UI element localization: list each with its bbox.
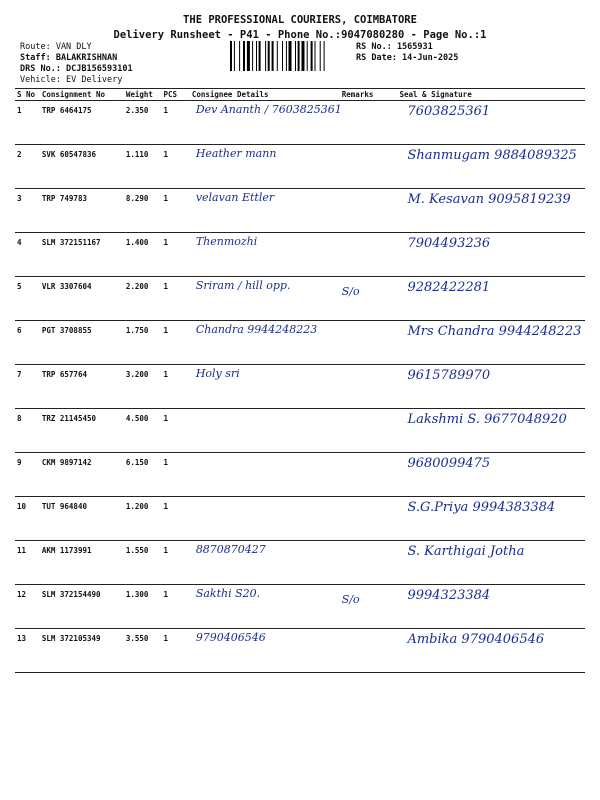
row-consignee-details <box>190 189 340 233</box>
barcode-bar <box>277 41 278 71</box>
handwritten-text: S/o <box>341 285 360 298</box>
handwritten-text: 9994323384 <box>407 588 491 603</box>
barcode-bar <box>259 41 261 71</box>
row-remarks <box>340 233 398 277</box>
row-consignment-no: SLM 372105349 <box>40 629 124 673</box>
row-consignment-no: SVK 60547836 <box>40 145 124 189</box>
row-seal-signature <box>397 145 585 189</box>
handwritten-text: 9680099475 <box>407 456 491 471</box>
row-consignment-no: SLM 372154490 <box>40 585 124 629</box>
handwritten-text: 7603825361 <box>407 104 491 119</box>
handwritten-text: 9615789970 <box>407 368 491 383</box>
barcode-bar <box>289 41 292 71</box>
row-seal-signature <box>397 629 585 673</box>
table-row <box>15 321 585 365</box>
row-seal-signature <box>397 409 585 453</box>
row-sno: 13 <box>15 629 40 673</box>
barcode-bar <box>298 41 300 71</box>
barcode-bar <box>307 41 308 71</box>
staff-text: Staff: BALAKRISHNAN <box>20 53 118 63</box>
row-weight: 2.200 <box>124 277 162 321</box>
row-weight: 1.750 <box>124 321 162 365</box>
row-consignee-details <box>190 277 340 321</box>
barcode-bar <box>302 41 305 71</box>
row-consignee-details <box>190 453 340 497</box>
row-consignee-details <box>190 145 340 189</box>
barcode-bar <box>256 41 257 71</box>
row-remarks <box>340 453 398 497</box>
table-row <box>15 409 585 453</box>
row-consignment-no: PGT 3708855 <box>40 321 124 365</box>
barcode-bar <box>286 41 287 71</box>
row-consignment-no: TRP 657764 <box>40 365 124 409</box>
row-remarks <box>340 101 398 145</box>
barcode-bar <box>243 41 245 71</box>
company-title: THE PROFESSIONAL COURIERS, COIMBATORE <box>183 14 417 26</box>
row-consignment-no: TRP 6464175 <box>40 101 124 145</box>
vehicle-text: Vehicle: EV Delivery <box>20 75 123 85</box>
handwritten-text: velavan Ettler <box>195 191 275 204</box>
row-remarks <box>340 629 398 673</box>
row-consignment-no: SLM 372151167 <box>40 233 124 277</box>
row-seal-signature <box>397 541 585 585</box>
handwritten-text: Sakthi S20. <box>195 587 261 600</box>
table-row <box>15 189 585 233</box>
row-sno: 11 <box>15 541 40 585</box>
row-remarks <box>340 321 398 365</box>
row-seal-signature <box>397 365 585 409</box>
rs-date: RS Date: 14-Jun-2025 <box>356 53 459 63</box>
row-pcs: 1 <box>161 321 189 365</box>
table-row <box>15 365 585 409</box>
handwritten-text: Holy sri <box>195 367 240 380</box>
handwritten-text: Lakshmi S. 9677048920 <box>407 412 567 427</box>
barcode-bar <box>311 41 313 71</box>
col-header-consignee: Consignee Details <box>190 89 340 101</box>
row-consignee-details <box>190 409 340 453</box>
row-pcs: 1 <box>161 453 189 497</box>
handwritten-text: Chandra 9944248223 <box>195 323 318 336</box>
barcode-bar <box>234 41 235 71</box>
handwritten-text: 7904493236 <box>407 236 491 251</box>
handwritten-text: 8870870427 <box>195 543 266 556</box>
row-sno: 4 <box>15 233 40 277</box>
col-header-pcs: PCS <box>161 89 189 101</box>
row-consignee-details <box>190 321 340 365</box>
row-weight: 4.500 <box>124 409 162 453</box>
row-consignment-no: TUT 964840 <box>40 497 124 541</box>
barcode-bar <box>282 41 283 71</box>
handwritten-text: Sriram / hill opp. <box>195 279 291 292</box>
row-sno: 8 <box>15 409 40 453</box>
table-row <box>15 541 585 585</box>
row-consignment-no: TRZ 21145450 <box>40 409 124 453</box>
route-text: Route: VAN DLY <box>20 42 92 52</box>
col-header-consignment: Consignment No <box>40 89 124 101</box>
row-sno: 5 <box>15 277 40 321</box>
handwritten-text: Dev Ananth / 7603825361 <box>195 103 342 116</box>
rs-number: RS No.: 1565931 <box>356 42 433 52</box>
row-pcs: 1 <box>161 277 189 321</box>
handwritten-text: 9790406546 <box>195 631 266 644</box>
col-header-weight: Weight <box>124 89 162 101</box>
handwritten-text: 9282422281 <box>407 280 491 295</box>
row-sno: 1 <box>15 101 40 145</box>
row-consignee-details <box>190 365 340 409</box>
handwritten-text: S. Karthigai Jotha <box>407 544 525 559</box>
row-pcs: 1 <box>161 629 189 673</box>
row-consignee-details <box>190 585 340 629</box>
handwritten-text: Mrs Chandra 9944248223 <box>407 324 582 339</box>
row-pcs: 1 <box>161 365 189 409</box>
row-seal-signature <box>397 233 585 277</box>
row-seal-signature <box>397 189 585 233</box>
row-sno: 3 <box>15 189 40 233</box>
barcode-bar <box>268 41 270 71</box>
row-pcs: 1 <box>161 101 189 145</box>
table-row <box>15 497 585 541</box>
table-row <box>15 101 585 145</box>
barcode-bar <box>272 41 274 71</box>
table-row <box>15 145 585 189</box>
row-weight: 1.110 <box>124 145 162 189</box>
table-row <box>15 585 585 629</box>
handwritten-text: Heather mann <box>195 147 277 160</box>
table-row <box>15 629 585 673</box>
row-consignee-details <box>190 101 340 145</box>
row-pcs: 1 <box>161 189 189 233</box>
row-consignee-details <box>190 541 340 585</box>
table-header-row <box>15 89 585 101</box>
row-remarks <box>340 497 398 541</box>
row-sno: 9 <box>15 453 40 497</box>
row-pcs: 1 <box>161 233 189 277</box>
barcode-bar <box>315 41 316 71</box>
row-weight: 1.300 <box>124 585 162 629</box>
row-weight: 2.350 <box>124 101 162 145</box>
row-pcs: 1 <box>161 497 189 541</box>
row-sno: 12 <box>15 585 40 629</box>
row-seal-signature <box>397 321 585 365</box>
row-seal-signature <box>397 497 585 541</box>
col-header-remarks: Remarks <box>340 89 398 101</box>
barcode-bar <box>239 41 240 71</box>
handwritten-text: S.G.Priya 9994383384 <box>407 500 556 515</box>
row-sno: 7 <box>15 365 40 409</box>
handwritten-text: Thenmozhi <box>195 235 258 248</box>
row-seal-signature <box>397 101 585 145</box>
row-consignment-no: CKM 9897142 <box>40 453 124 497</box>
row-remarks <box>340 145 398 189</box>
row-pcs: 1 <box>161 541 189 585</box>
row-pcs: 1 <box>161 145 189 189</box>
row-consignment-no: VLR 3307604 <box>40 277 124 321</box>
row-consignee-details <box>190 233 340 277</box>
barcode-bar <box>252 41 253 71</box>
row-pcs: 1 <box>161 585 189 629</box>
handwritten-text: Ambika 9790406546 <box>407 632 545 647</box>
row-sno: 6 <box>15 321 40 365</box>
row-consignee-details <box>190 629 340 673</box>
row-weight: 1.400 <box>124 233 162 277</box>
barcode-image <box>229 41 349 71</box>
handwritten-text: Shanmugam 9884089325 <box>407 148 577 163</box>
row-sno: 10 <box>15 497 40 541</box>
col-header-sno: S No <box>15 89 40 101</box>
row-weight: 1.550 <box>124 541 162 585</box>
handwritten-text: S/o <box>341 593 360 606</box>
row-weight: 8.290 <box>124 189 162 233</box>
row-weight: 6.150 <box>124 453 162 497</box>
runsheet-meta-right <box>356 42 458 64</box>
row-consignee-details <box>190 497 340 541</box>
runsheet-meta-left <box>20 42 133 86</box>
col-header-seal: Seal & Signature <box>397 89 585 101</box>
row-seal-signature <box>397 277 585 321</box>
row-sno: 2 <box>15 145 40 189</box>
table-row <box>15 233 585 277</box>
row-remarks <box>340 541 398 585</box>
barcode-bar <box>320 41 321 71</box>
barcode-bar <box>247 41 250 71</box>
drs-number: DRS No.: DCJB156593101 <box>20 64 133 74</box>
row-consignment-no: AKM 1173991 <box>40 541 124 585</box>
runsheet-subtitle: Delivery Runsheet - P41 - Phone No.:9047080280 - Page No.:1 <box>113 29 487 41</box>
row-weight: 3.200 <box>124 365 162 409</box>
row-remarks <box>340 585 398 629</box>
row-weight: 1.200 <box>124 497 162 541</box>
row-seal-signature <box>397 453 585 497</box>
row-remarks <box>340 365 398 409</box>
table-row <box>15 277 585 321</box>
table-row <box>15 453 585 497</box>
handwritten-text: M. Kesavan 9095819239 <box>407 192 571 207</box>
barcode-bar <box>265 41 266 71</box>
row-seal-signature <box>397 585 585 629</box>
row-remarks <box>340 277 398 321</box>
barcode-bar <box>295 41 296 71</box>
row-remarks <box>340 189 398 233</box>
row-pcs: 1 <box>161 409 189 453</box>
row-weight: 3.550 <box>124 629 162 673</box>
barcode-bar <box>324 41 325 71</box>
runsheet-table <box>15 88 585 673</box>
row-consignment-no: TRP 749783 <box>40 189 124 233</box>
row-remarks <box>340 409 398 453</box>
barcode-bar <box>230 41 232 71</box>
